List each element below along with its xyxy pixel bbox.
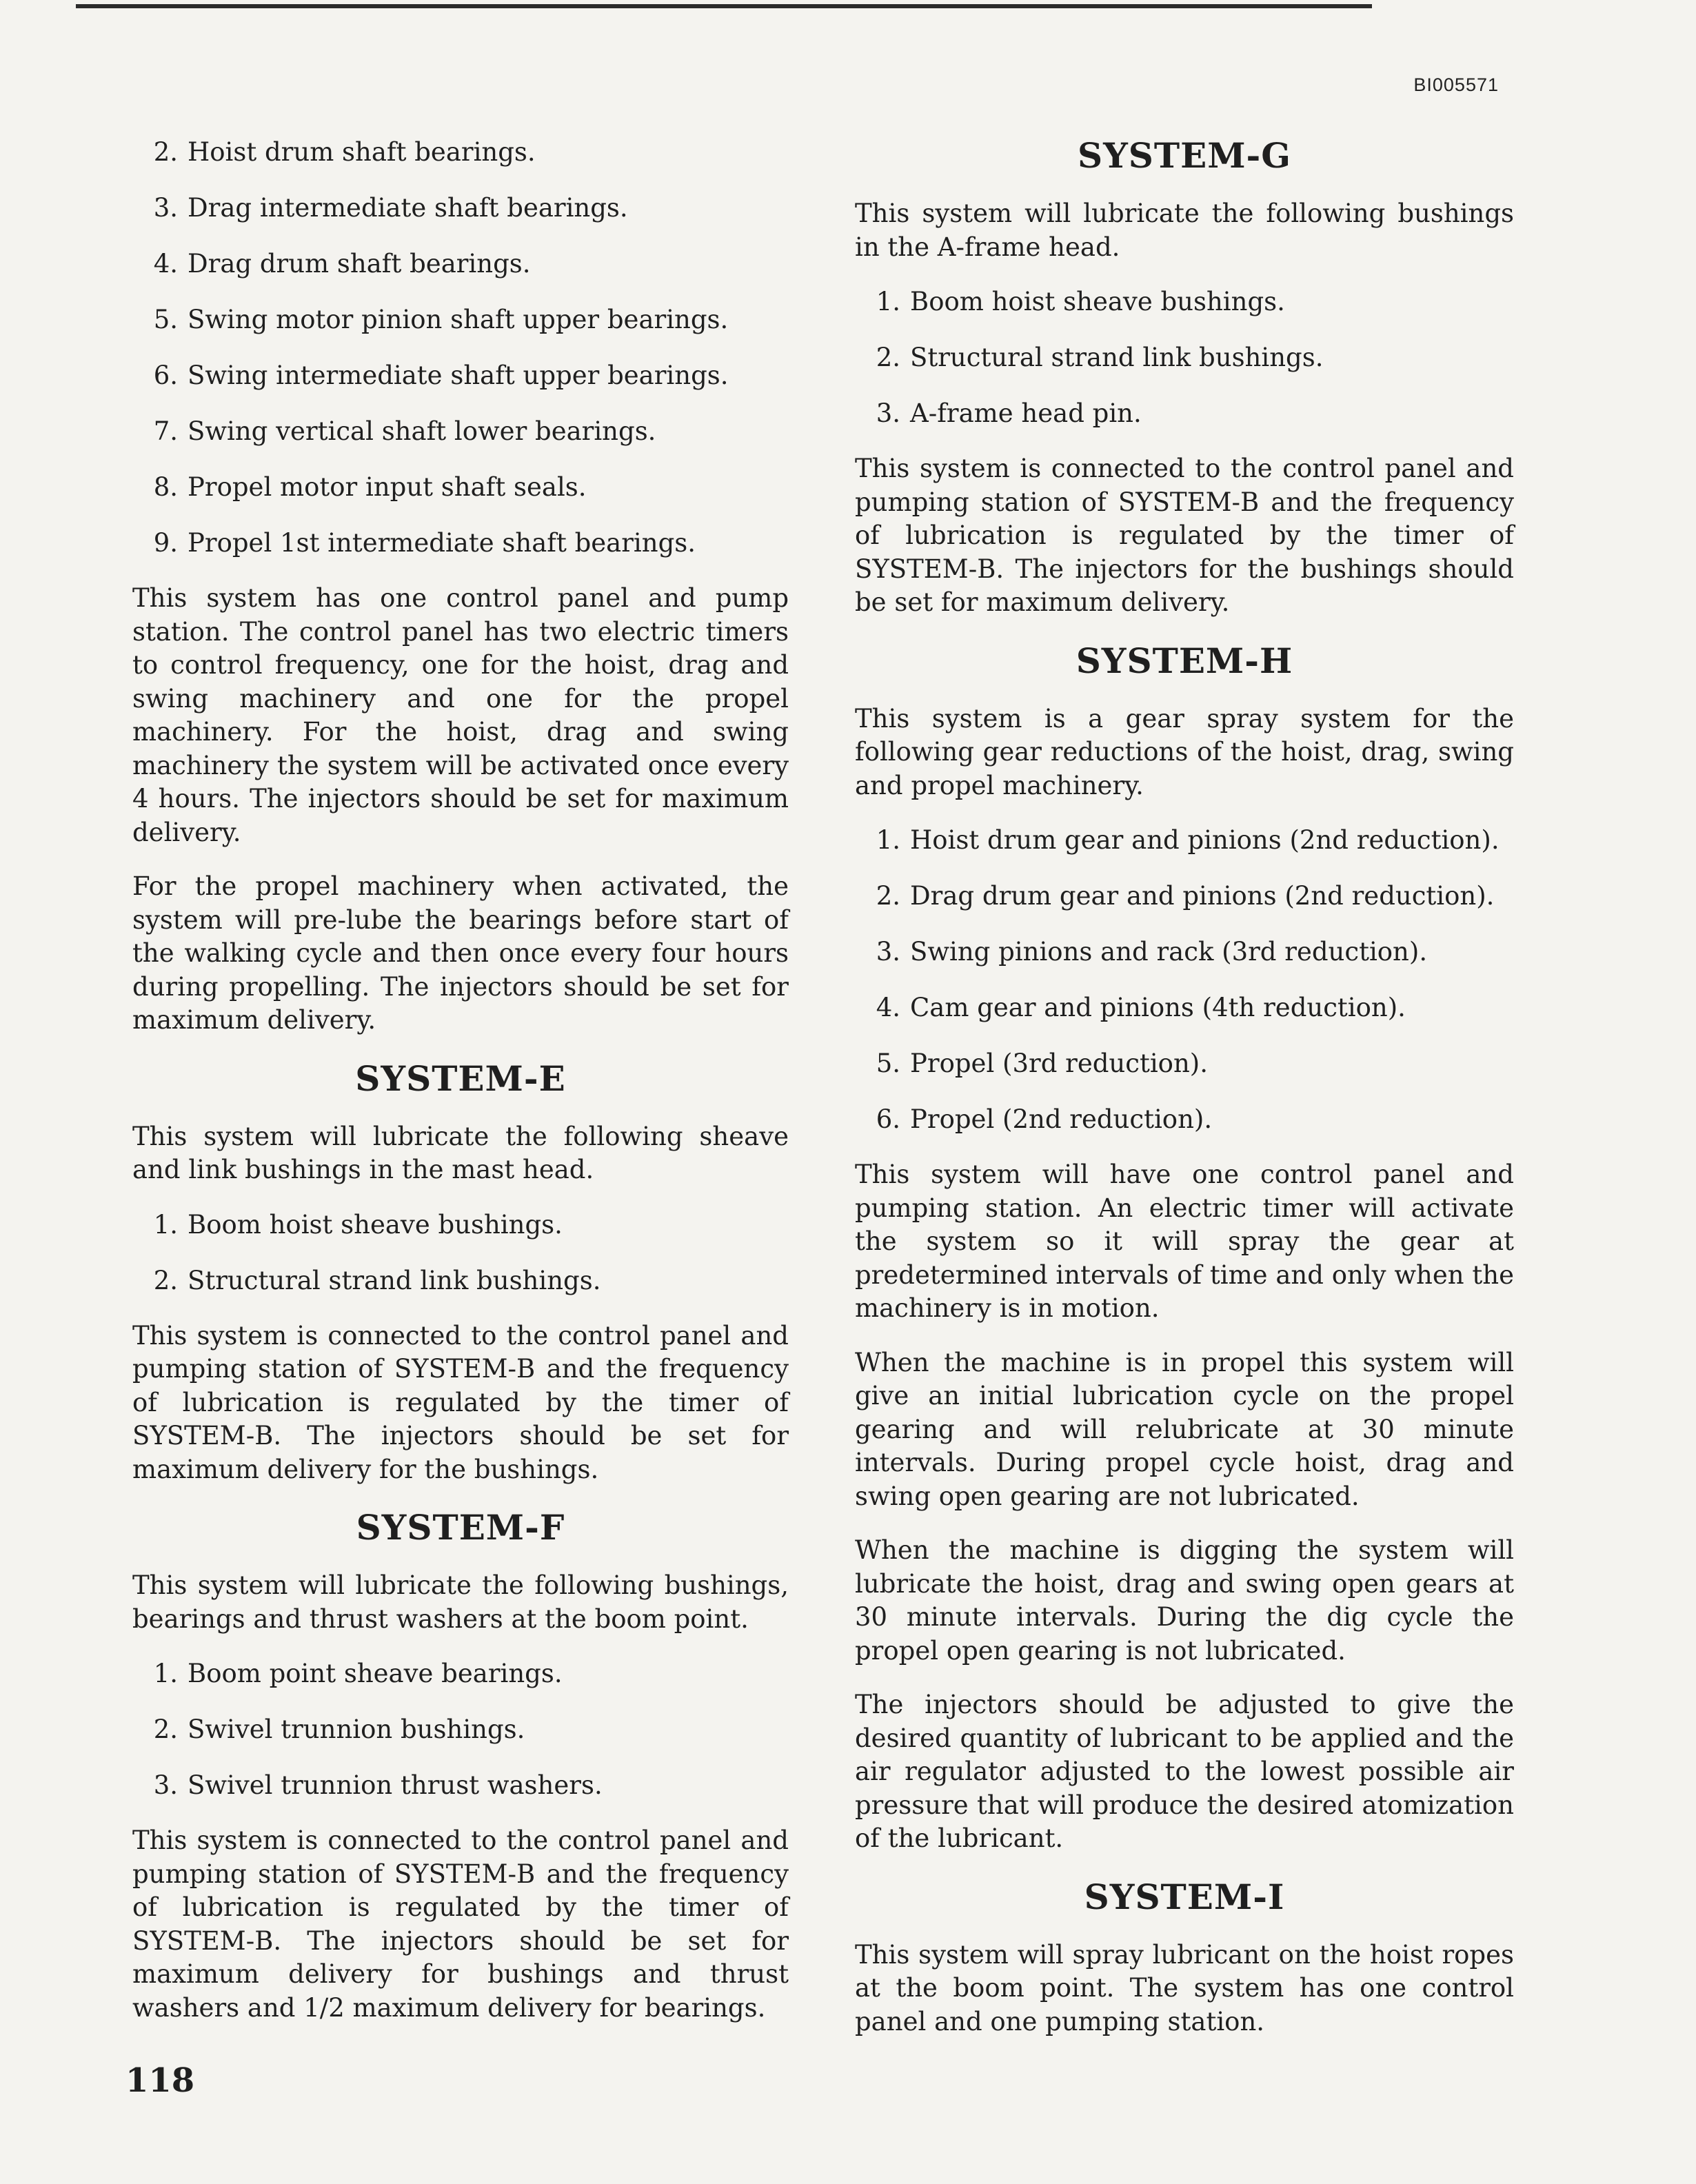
list-item xyxy=(866,991,1514,1025)
list-item-text: Structural strand link bushings. xyxy=(910,343,1324,372)
list-item xyxy=(143,358,789,393)
list-item-number: 2. xyxy=(876,881,900,911)
paragraph: This system will spray lubricant on the hoist ropes at the boom point. The system has one control panel and one pumping station. xyxy=(855,1939,1514,2036)
list-item-text: Boom point sheave bearings. xyxy=(188,1659,563,1688)
section-heading: SYSTEM-E xyxy=(355,1058,566,1099)
document-id: BI005571 xyxy=(1413,74,1499,95)
list-item-text: Swivel trunnion thrust washers. xyxy=(188,1770,603,1800)
list-item xyxy=(143,470,789,505)
list-item xyxy=(866,285,1514,319)
list-item-text: Swivel trunnion bushings. xyxy=(188,1715,525,1744)
list-item-number: 3. xyxy=(153,1770,178,1800)
list-item-text: Propel 1st intermediate shaft bearings. xyxy=(188,528,696,558)
paragraph: This system is connected to the control panel and pumping station of SYSTEM-B and the frequency of lubrication is regulated by the timer of SYSTEM-B. The injectors should be set for maximum delivery for the bushings. xyxy=(132,1320,789,1484)
list-item-number: 2. xyxy=(153,137,178,167)
paragraph: When the machine is in propel this system will give an initial lubrication cycle on the propel gearing and will relubricate at 30 minute intervals. During propel cycle hoist, drag and swing open gearing are not lubricated. xyxy=(855,1347,1514,1511)
list-item-number: 3. xyxy=(876,398,900,428)
list-item-text: Cam gear and pinions (4th reduction). xyxy=(910,993,1406,1022)
intro-list xyxy=(132,135,789,560)
list-item-text: Boom hoist sheave bushings. xyxy=(188,1209,563,1240)
list-item-text: Drag drum shaft bearings. xyxy=(188,249,531,279)
list-item xyxy=(143,191,789,225)
paragraph: This system will have one control panel and pumping station. An electric timer will activate the system so it will spray the gear at predetermined intervals of time and only when the machinery is in motion. xyxy=(855,1160,1514,1323)
list-item-text: Swing pinions and rack (3rd reduction). xyxy=(910,937,1428,967)
list-item xyxy=(866,823,1514,858)
list-item-number: 2. xyxy=(153,1715,178,1744)
list-item xyxy=(866,396,1514,431)
paragraph: This system is connected to the control panel and pumping station of SYSTEM-B and the frequency of lubrication is regulated by the timer of SYSTEM-B. The injectors for the bushings should be set for maximum delivery. xyxy=(855,454,1514,617)
list-item xyxy=(143,1208,789,1242)
section-heading: SYSTEM-H xyxy=(1076,640,1293,681)
section-heading: SYSTEM-I xyxy=(1084,1876,1285,1917)
list-item xyxy=(866,1102,1514,1137)
list-item-number: 6. xyxy=(153,361,178,390)
page-number: 118 xyxy=(125,2061,195,2100)
list-item-text: Propel (2nd reduction). xyxy=(910,1104,1213,1134)
top-rule xyxy=(76,4,1372,8)
list-item-text: Swing vertical shaft lower bearings. xyxy=(188,416,656,446)
section-heading: SYSTEM-F xyxy=(356,1507,565,1548)
list-item-number: 4. xyxy=(153,249,178,279)
list-item xyxy=(143,1657,789,1691)
list-item-text: Swing intermediate shaft upper bearings. xyxy=(188,361,729,390)
list-item xyxy=(143,1264,789,1298)
paragraph: This system is connected to the control panel and pumping station of SYSTEM-B and the frequency of lubrication is regulated by the timer of SYSTEM-B. The injectors should be set for maximum delivery for bushings and thrust washers and 1/2 maximum delivery for bearings. xyxy=(132,1826,789,2023)
left-column xyxy=(132,135,789,2045)
list-item-number: 1. xyxy=(153,1209,178,1240)
list-item-text: Boom hoist sheave bushings. xyxy=(910,287,1285,316)
paragraph: This system will lubricate the following bushings, bearings and thrust washers at the boom point. xyxy=(132,1570,789,1634)
paragraph: This system has one control panel and pump station. The control panel has two electric timers to control frequency, one for the hoist, drag and swing machinery and one for the propel machinery. For the hoist, drag and swing machinery the system will be activated once every 4 hours. The injectors should be set for maximum delivery. xyxy=(132,583,789,847)
list-item-number: 5. xyxy=(876,1049,900,1078)
paragraph: This system will lubricate the following sheave and link bushings in the mast head. xyxy=(132,1121,789,1184)
paragraph: This system will lubricate the following bushings in the A-frame head. xyxy=(855,199,1514,262)
paragraph: This system is a gear spray system for the following gear reductions of the hoist, drag, swing and propel machinery. xyxy=(855,703,1514,800)
list-item xyxy=(143,135,789,170)
list-item-text: Structural strand link bushings. xyxy=(188,1265,601,1295)
list-item-text: Swing motor pinion shaft upper bearings. xyxy=(188,305,729,334)
list-item xyxy=(143,414,789,449)
list-item xyxy=(866,879,1514,913)
section-heading: SYSTEM-G xyxy=(1077,135,1292,176)
list-item-number: 9. xyxy=(153,528,178,558)
list-item-text: Propel motor input shaft seals. xyxy=(188,472,587,502)
list-item-number: 2. xyxy=(153,1265,178,1295)
list-item xyxy=(866,341,1514,375)
list-item-number: 1. xyxy=(153,1659,178,1688)
list-item-text: Hoist drum shaft bearings. xyxy=(188,137,536,167)
list-item-text: Drag drum gear and pinions (2nd reduction). xyxy=(910,881,1495,911)
paragraph: The injectors should be adjusted to give the desired quantity of lubricant to be applied and the air regulator adjusted to the lowest possible air pressure that will produce the desired atomization of the lubricant. xyxy=(855,1690,1514,1853)
list-item xyxy=(143,1712,789,1747)
list-item-number: 7. xyxy=(153,416,178,446)
list-item-number: 6. xyxy=(876,1104,900,1134)
list-item-number: 3. xyxy=(153,193,178,223)
list-item xyxy=(143,1768,789,1803)
list-item-text: Hoist drum gear and pinions (2nd reduction). xyxy=(910,825,1500,855)
list-item-number: 1. xyxy=(876,287,900,316)
list-item xyxy=(143,303,789,337)
list-item xyxy=(866,1046,1514,1081)
right-column xyxy=(855,135,1514,2059)
list-item-number: 8. xyxy=(153,472,178,502)
list-item-number: 5. xyxy=(153,305,178,334)
list-item-number: 1. xyxy=(876,825,900,855)
list-item xyxy=(866,935,1514,969)
list-item-text: Drag intermediate shaft bearings. xyxy=(188,193,628,223)
list-item-number: 3. xyxy=(876,937,900,967)
list-item xyxy=(143,526,789,560)
paragraph: For the propel machinery when activated, the system will pre-lube the bearings before start of the walking cycle and then once every four hours during propelling. The injectors should be set for maximum delivery. xyxy=(132,871,789,1035)
list-item-text: Propel (3rd reduction). xyxy=(910,1049,1208,1078)
list-item-text: A-frame head pin. xyxy=(910,398,1142,428)
list-item-number: 2. xyxy=(876,343,900,372)
list-item xyxy=(143,247,789,281)
list-item-number: 4. xyxy=(876,993,900,1022)
paragraph: When the machine is digging the system will lubricate the hoist, drag and swing open gears at 30 minute intervals. During the dig cycle the propel open gearing is not lubricated. xyxy=(855,1535,1514,1666)
